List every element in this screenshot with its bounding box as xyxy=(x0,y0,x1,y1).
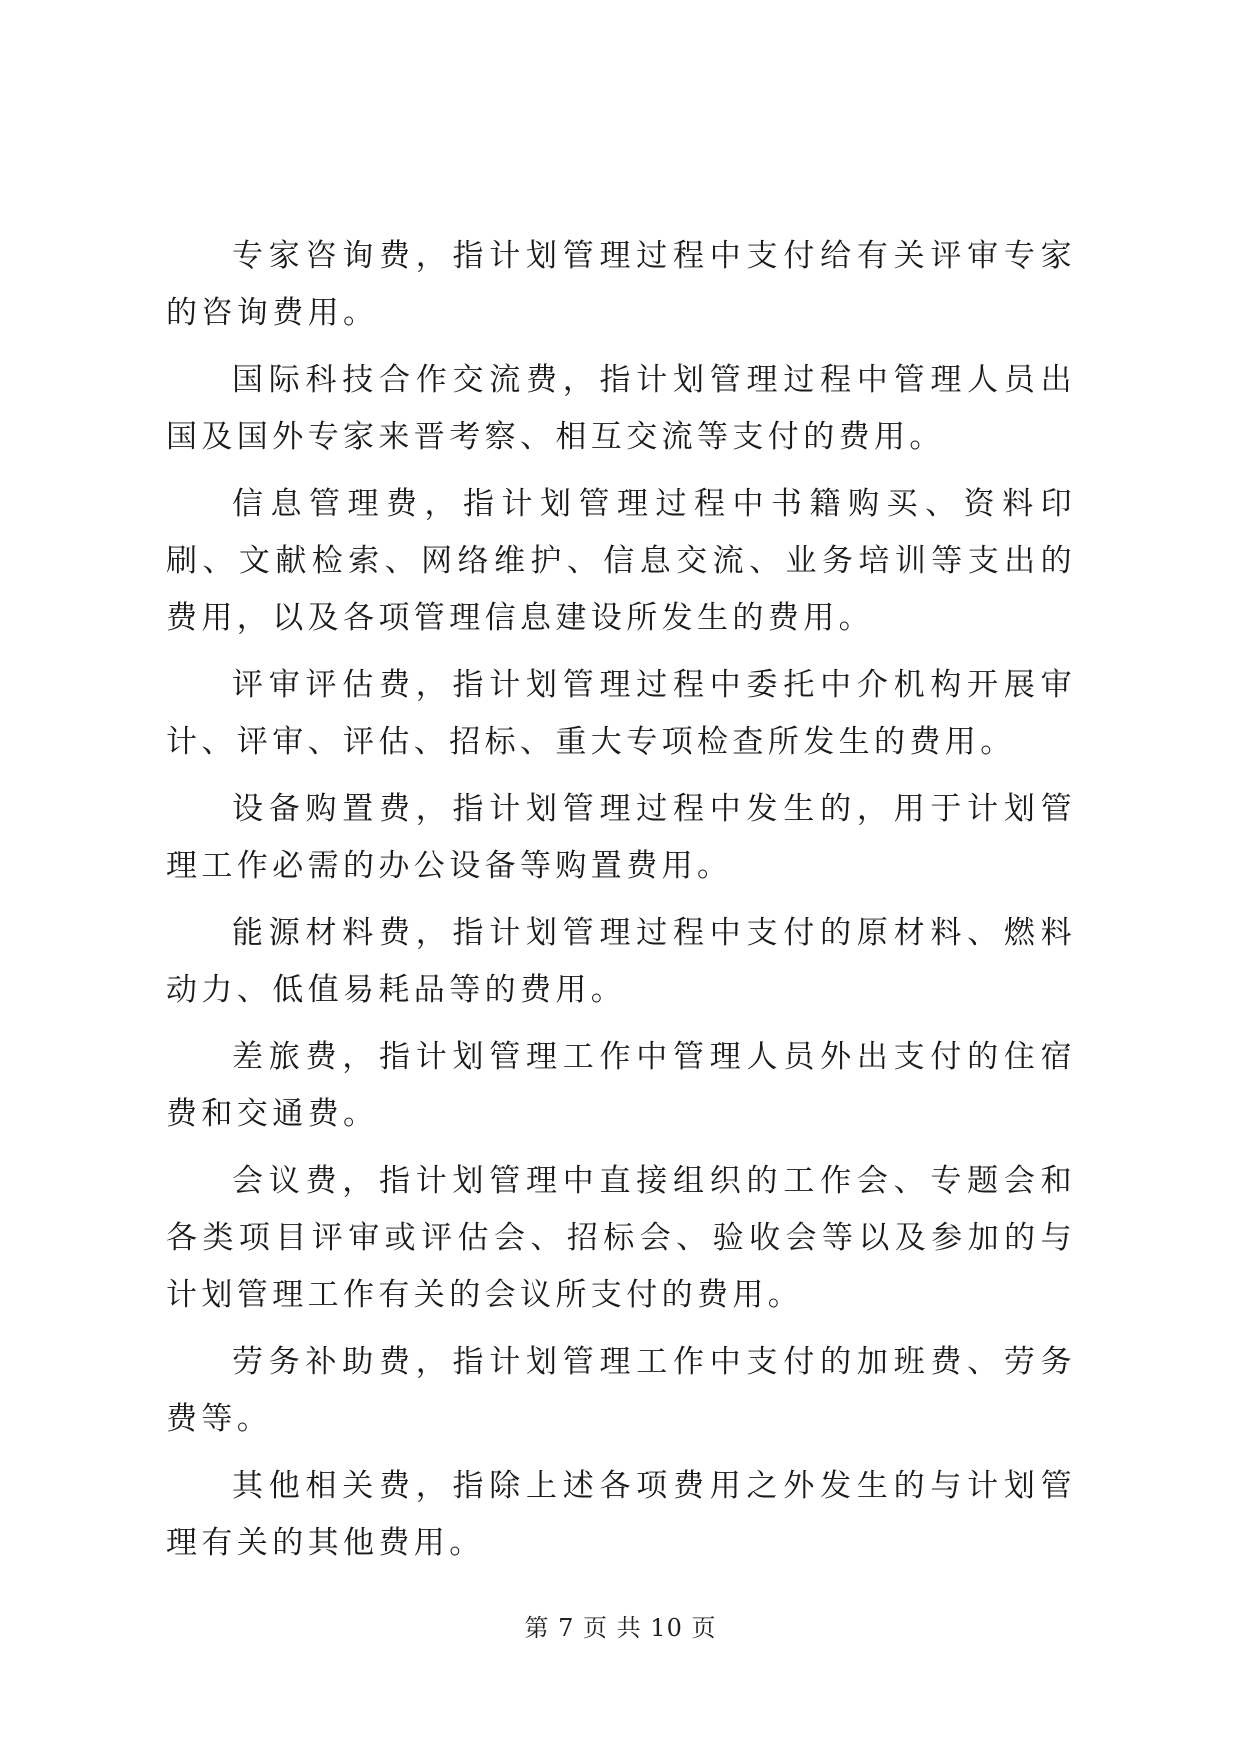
paragraph-meeting-fee: 会议费，指计划管理中直接组织的工作会、专题会和各类项目评审或评估会、招标会、验收会等以及参加的与计划管理工作有关的会议所支付的费用。 xyxy=(166,1163,1076,1313)
paragraph-review-evaluation-fee: 评审评估费，指计划管理过程中委托中介机构开展审计、评审、评估、招标、重大专项检查所发生的费用。 xyxy=(166,667,1076,760)
paragraph-energy-material-fee: 能源材料费，指计划管理过程中支付的原材料、燃料动力、低值易耗品等的费用。 xyxy=(166,915,1076,1008)
paragraph-international-exchange-fee: 国际科技合作交流费，指计划管理过程中管理人员出国及国外专家来晋考察、相互交流等支付的费用。 xyxy=(166,362,1076,455)
paragraph-other-fee: 其他相关费，指除上述各项费用之外发生的与计划管理有关的其他费用。 xyxy=(166,1468,1076,1561)
paragraph-labor-subsidy-fee: 劳务补助费，指计划管理工作中支付的加班费、劳务费等。 xyxy=(166,1344,1076,1437)
paragraph-travel-fee: 差旅费，指计划管理工作中管理人员外出支付的住宿费和交通费。 xyxy=(166,1039,1076,1132)
paragraph-expert-consulting-fee: 专家咨询费，指计划管理过程中支付给有关评审专家的咨询费用。 xyxy=(166,238,1076,331)
document-body xyxy=(166,228,1076,1582)
paragraph-information-management-fee: 信息管理费，指计划管理过程中书籍购买、资料印刷、文献检索、网络维护、信息交流、业务培训等支出的费用，以及各项管理信息建设所发生的费用。 xyxy=(166,486,1076,636)
paragraph-equipment-purchase-fee: 设备购置费，指计划管理过程中发生的，用于计划管理工作必需的办公设备等购置费用。 xyxy=(166,791,1076,884)
page-number-footer: 第 7 页 共 10 页 xyxy=(524,1614,717,1642)
